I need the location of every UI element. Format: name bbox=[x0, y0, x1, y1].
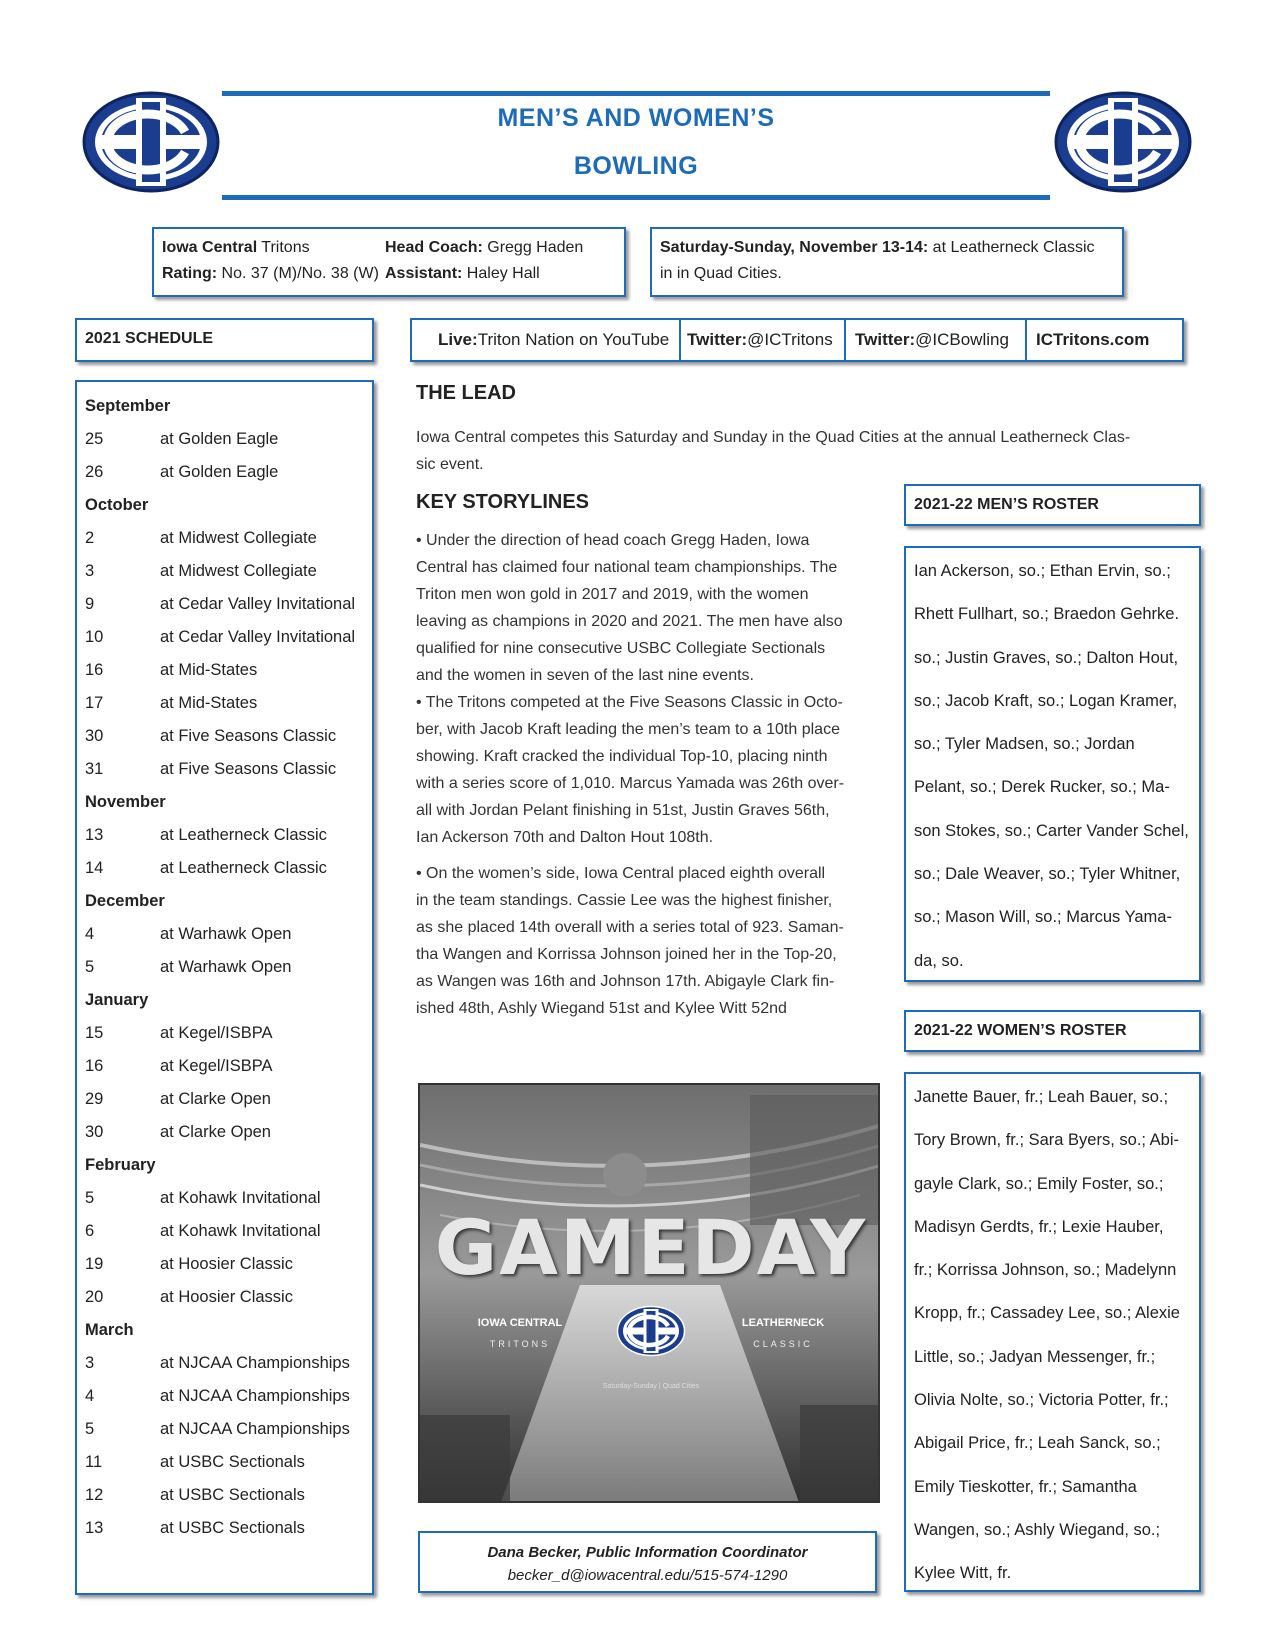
live-value: Triton Nation on YouTube bbox=[477, 330, 670, 349]
schedule-event: at Five Seasons Classic bbox=[160, 727, 337, 745]
schedule-row bbox=[85, 1347, 372, 1380]
roster-line: so.; Justin Graves, so.; Dalton Hout, bbox=[914, 648, 1179, 667]
womens-roster-title: 2021-22 WOMEN’S ROSTER bbox=[904, 1010, 1201, 1052]
schedule-event: at Golden Eagle bbox=[160, 463, 279, 481]
schedule-day: 30 bbox=[85, 1123, 104, 1141]
assistant-value: Haley Hall bbox=[462, 265, 540, 282]
gameday-team-line1: IOWA CENTRAL bbox=[477, 1317, 563, 1329]
schedule-event: at Midwest Collegiate bbox=[160, 529, 317, 547]
page-title-line2: BOWLING bbox=[573, 152, 699, 180]
contact-name: Dana Becker, Public Information Coordinator bbox=[487, 1544, 808, 1561]
schedule-row bbox=[85, 621, 372, 654]
schedule-event: at Warhawk Open bbox=[160, 925, 292, 943]
header-rule-bottom bbox=[222, 195, 1050, 200]
roster-line: Rhett Fullhart, so.; Braedon Gehrke. bbox=[914, 605, 1180, 624]
storyline-paragraph bbox=[416, 689, 876, 851]
schedule-event: at USBC Sectionals bbox=[160, 1519, 305, 1537]
schedule-event: at Kohawk Invitational bbox=[160, 1222, 321, 1240]
schedule-event: at Leatherneck Classic bbox=[160, 859, 327, 877]
schedule-event: at Hoosier Classic bbox=[160, 1288, 293, 1306]
gameday-subline: Saturday-Sunday | Quad Cities bbox=[602, 1383, 700, 1390]
storyline-line: • The Tritons competed at the Five Seasons Classic in Octo- bbox=[416, 694, 843, 711]
schedule-row bbox=[85, 1281, 372, 1314]
schedule-day: 15 bbox=[85, 1024, 104, 1042]
schedule-row bbox=[85, 423, 372, 456]
schedule-event: at NJCAA Championships bbox=[160, 1387, 350, 1405]
schedule-row bbox=[85, 951, 372, 984]
schedule-row bbox=[85, 654, 372, 687]
event-info-box bbox=[650, 227, 1124, 297]
contact-box bbox=[418, 1531, 877, 1593]
gameday-team-line2: TRITONS bbox=[489, 1339, 551, 1349]
schedule-day: 14 bbox=[85, 859, 104, 877]
roster-line: so.; Mason Will, so.; Marcus Yama- bbox=[914, 908, 1172, 927]
schedule-day: 25 bbox=[85, 430, 104, 448]
schedule-day: 3 bbox=[85, 1354, 95, 1372]
schedule-row bbox=[85, 720, 372, 753]
team-name: Tritons bbox=[257, 239, 310, 256]
roster-line: Kropp, fr.; Cassadey Lee, so.; Alexie bbox=[914, 1304, 1180, 1323]
schedule-day: 13 bbox=[85, 826, 104, 844]
schedule-month: September bbox=[85, 397, 171, 415]
roster-line: Abigail Price, fr.; Leah Sanck, so.; bbox=[914, 1434, 1161, 1453]
storylines-title: KEY STORYLINES bbox=[416, 491, 590, 513]
schedule-row bbox=[85, 1116, 372, 1149]
rating-label: Rating: bbox=[162, 265, 218, 282]
roster-line: Olivia Nolte, so.; Victoria Potter, fr.; bbox=[914, 1391, 1169, 1410]
schedule-row bbox=[85, 1479, 372, 1512]
schedule-day: 12 bbox=[85, 1486, 104, 1504]
storyline-line: qualified for nine consecutive USBC Collegiate Sectionals bbox=[416, 640, 826, 657]
live-label: Live: bbox=[438, 330, 478, 349]
event-location: at Leatherneck Classic bbox=[928, 239, 1095, 256]
schedule-event: at Cedar Valley Invitational bbox=[160, 628, 356, 646]
roster-line: da, so. bbox=[914, 951, 964, 970]
roster-line: Madisyn Gerdts, fr.; Lexie Hauber, bbox=[914, 1217, 1164, 1236]
header-rule-top bbox=[222, 91, 1050, 96]
website-link[interactable]: ICTritons.com bbox=[1036, 330, 1150, 349]
storyline-line: as she placed 14th overall with a series total of 923. Saman- bbox=[416, 919, 844, 936]
schedule-row bbox=[85, 1083, 372, 1116]
schedule-event: at Clarke Open bbox=[160, 1090, 271, 1108]
schedule-day: 4 bbox=[85, 925, 95, 943]
gameday-graphic bbox=[418, 1083, 880, 1503]
storyline-line: and the women in seven of the last nine events. bbox=[416, 667, 754, 684]
roster-line: Emily Tieskotter, fr.; Samantha bbox=[914, 1477, 1137, 1496]
twitter1-label: Twitter: bbox=[687, 330, 748, 349]
head-coach-label: Head Coach: bbox=[385, 239, 483, 256]
roster-line: gayle Clark, so.; Emily Foster, so.; bbox=[914, 1174, 1164, 1193]
twitter1-handle: @ICTritons bbox=[747, 330, 833, 349]
storyline-paragraph bbox=[416, 860, 876, 1022]
schedule-row bbox=[85, 522, 372, 555]
roster-line: so.; Dale Weaver, so.; Tyler Whitner, bbox=[914, 865, 1181, 884]
schedule-day: 31 bbox=[85, 760, 104, 778]
schedule-row bbox=[85, 1182, 372, 1215]
roster-line: Ian Ackerson, so.; Ethan Ervin, so.; bbox=[914, 562, 1171, 580]
schedule-event: at NJCAA Championships bbox=[160, 1354, 350, 1372]
schedule-day: 9 bbox=[85, 595, 95, 613]
twitter-tritons-cell[interactable] bbox=[681, 320, 846, 360]
schedule-day: 11 bbox=[85, 1453, 103, 1471]
schedule-row bbox=[85, 1413, 372, 1446]
schedule-event: at USBC Sectionals bbox=[160, 1453, 305, 1471]
storyline-line: tha Wangen and Korrissa Johnson joined her in the Top-20, bbox=[416, 946, 837, 963]
storyline-line: Ian Ackerson 70th and Dalton Hout 108th. bbox=[416, 829, 714, 846]
schedule-day: 3 bbox=[85, 562, 95, 580]
storyline-line: • On the women’s side, Iowa Central placed eighth overall bbox=[416, 865, 826, 882]
schedule-event: at Clarke Open bbox=[160, 1123, 271, 1141]
schedule-row bbox=[85, 1446, 372, 1479]
roster-line: Tory Brown, fr.; Sara Byers, so.; Abi- bbox=[914, 1131, 1180, 1150]
contact-details[interactable]: becker_d@iowacentral.edu/515-574-1290 bbox=[507, 1567, 788, 1584]
lead-line: Iowa Central competes this Saturday and Sunday in the Quad Cities at the annual Leatherneck Clas- bbox=[416, 429, 1131, 446]
schedule-row bbox=[85, 555, 372, 588]
head-coach-value: Gregg Haden bbox=[482, 239, 584, 256]
schedule-event: at Midwest Collegiate bbox=[160, 562, 317, 580]
schedule-month: February bbox=[85, 1156, 156, 1174]
lead-paragraph bbox=[416, 424, 1176, 478]
gameday-word: GAMEDAY bbox=[434, 1203, 868, 1292]
schedule-event: at NJCAA Championships bbox=[160, 1420, 350, 1438]
ic-logo-left-icon bbox=[81, 90, 221, 194]
event-dates: Saturday-Sunday, November 13-14: bbox=[660, 239, 929, 256]
schedule-month: November bbox=[85, 793, 166, 811]
roster-line: fr.; Korrissa Johnson, so.; Madelynn bbox=[914, 1261, 1177, 1280]
storyline-line: as Wangen was 16th and Johnson 17th. Abigayle Clark fin- bbox=[416, 973, 835, 990]
schedule-day: 5 bbox=[85, 958, 95, 976]
storyline-line: • Under the direction of head coach Gregg Haden, Iowa bbox=[416, 532, 810, 549]
ic-logo-right-icon bbox=[1053, 90, 1193, 194]
storyline-line: leaving as champions in 2020 and 2021. The men have also bbox=[416, 613, 843, 630]
schedule-day: 4 bbox=[85, 1387, 95, 1405]
schedule-month: December bbox=[85, 892, 165, 910]
gameday-logo-icon bbox=[616, 1305, 686, 1357]
schedule-row bbox=[85, 456, 372, 489]
schedule-event: at Five Seasons Classic bbox=[160, 760, 337, 778]
roster-line: so.; Jacob Kraft, so.; Logan Kramer, bbox=[914, 691, 1178, 710]
team-info-box bbox=[152, 227, 626, 297]
schedule-month: March bbox=[85, 1321, 134, 1339]
schedule-day: 13 bbox=[85, 1519, 104, 1537]
schedule-event: at Kohawk Invitational bbox=[160, 1189, 321, 1207]
social-bar bbox=[410, 318, 1184, 362]
roster-line: Pelant, so.; Derek Rucker, so.; Ma- bbox=[914, 778, 1170, 797]
schedule-row bbox=[85, 819, 372, 852]
roster-line: Kylee Witt, fr. bbox=[914, 1564, 1012, 1583]
schedule-day: 5 bbox=[85, 1420, 95, 1438]
schedule-event: at Golden Eagle bbox=[160, 430, 279, 448]
schedule-title: 2021 SCHEDULE bbox=[75, 318, 374, 362]
schedule-day: 30 bbox=[85, 727, 104, 745]
roster-line: so.; Tyler Madsen, so.; Jordan bbox=[914, 735, 1135, 754]
storyline-paragraph bbox=[416, 527, 876, 689]
schedule-row bbox=[85, 753, 372, 786]
event-location-line2: in in Quad Cities. bbox=[660, 265, 782, 282]
schedule-day: 6 bbox=[85, 1222, 95, 1240]
schedule-row bbox=[85, 918, 372, 951]
lead-title: THE LEAD bbox=[416, 382, 516, 404]
live-cell[interactable] bbox=[412, 320, 681, 360]
roster-line: Wangen, so.; Ashly Wiegand, so.; bbox=[914, 1520, 1161, 1539]
schedule-row bbox=[85, 1248, 372, 1281]
schedule-day: 29 bbox=[85, 1090, 104, 1108]
schedule-event: at Leatherneck Classic bbox=[160, 826, 327, 844]
schedule-row bbox=[85, 588, 372, 621]
mens-roster-title: 2021-22 MEN’S ROSTER bbox=[904, 484, 1201, 526]
schedule-row bbox=[85, 1050, 372, 1083]
twitter2-handle: @ICBowling bbox=[915, 330, 1009, 349]
storyline-line: ber, with Jacob Kraft leading the men’s team to a 10th place bbox=[416, 721, 840, 738]
schedule-row bbox=[85, 1215, 372, 1248]
schedule-day: 16 bbox=[85, 1057, 104, 1075]
schedule-day: 10 bbox=[85, 628, 104, 646]
schedule-event: at Warhawk Open bbox=[160, 958, 292, 976]
assistant-label: Assistant: bbox=[385, 265, 463, 282]
schedule-row bbox=[85, 1017, 372, 1050]
womens-roster-list bbox=[904, 1072, 1201, 1592]
storyline-line: in the team standings. Cassie Lee was the highest finisher, bbox=[416, 892, 833, 909]
schedule-event: at Mid-States bbox=[160, 694, 258, 712]
storyline-line: Central has claimed four national team championships. The bbox=[416, 559, 838, 576]
storyline-line: ished 48th, Ashly Wiegand 51st and Kylee Witt 52nd bbox=[416, 1000, 787, 1017]
schedule-day: 5 bbox=[85, 1189, 95, 1207]
twitter2-label: Twitter: bbox=[855, 330, 916, 349]
schedule-row bbox=[85, 852, 372, 885]
schedule-event: at Kegel/ISBPA bbox=[160, 1024, 273, 1042]
gameday-background bbox=[420, 1085, 880, 1503]
schedule-month: October bbox=[85, 496, 149, 514]
roster-line: son Stokes, so.; Carter Vander Schel, bbox=[914, 821, 1189, 840]
schedule-month: January bbox=[85, 991, 149, 1009]
roster-line: Janette Bauer, fr.; Leah Bauer, so.; bbox=[914, 1088, 1169, 1106]
schedule-day: 17 bbox=[85, 694, 104, 712]
roster-line: Little, so.; Jadyan Messenger, fr.; bbox=[914, 1347, 1156, 1366]
mens-roster-list bbox=[904, 546, 1201, 982]
schedule-row bbox=[85, 687, 372, 720]
schedule-day: 2 bbox=[85, 529, 95, 547]
storyline-line: with a series score of 1,010. Marcus Yamada was 26th over- bbox=[416, 775, 845, 792]
twitter-bowling-cell[interactable] bbox=[846, 320, 1027, 360]
schedule-day: 20 bbox=[85, 1288, 104, 1306]
rating-value: No. 37 (M)/No. 38 (W) bbox=[217, 265, 379, 282]
schedule-day: 26 bbox=[85, 463, 104, 481]
storyline-line: all with Jordan Pelant finishing in 51st, Justin Graves 56th, bbox=[416, 802, 830, 819]
gameday-event-line2: CLASSIC bbox=[753, 1339, 813, 1349]
school-name: Iowa Central bbox=[162, 239, 258, 256]
schedule-event: at Cedar Valley Invitational bbox=[160, 595, 356, 613]
schedule-event: at Kegel/ISBPA bbox=[160, 1057, 273, 1075]
schedule-list bbox=[75, 380, 374, 1595]
schedule-row bbox=[85, 1512, 372, 1545]
page-title-line1: MEN’S AND WOMEN’S bbox=[497, 104, 775, 132]
schedule-event: at USBC Sectionals bbox=[160, 1486, 305, 1504]
lead-line: sic event. bbox=[416, 456, 484, 473]
storyline-line: showing. Kraft cracked the individual Top-10, placing ninth bbox=[416, 748, 828, 765]
schedule-event: at Hoosier Classic bbox=[160, 1255, 293, 1273]
schedule-row bbox=[85, 1380, 372, 1413]
storyline-line: Triton men won gold in 2017 and 2019, with the women bbox=[416, 586, 809, 603]
schedule-day: 16 bbox=[85, 661, 104, 679]
schedule-event: at Mid-States bbox=[160, 661, 258, 679]
gameday-event-line1: LEATHERNECK bbox=[741, 1317, 825, 1329]
schedule-day: 19 bbox=[85, 1255, 104, 1273]
